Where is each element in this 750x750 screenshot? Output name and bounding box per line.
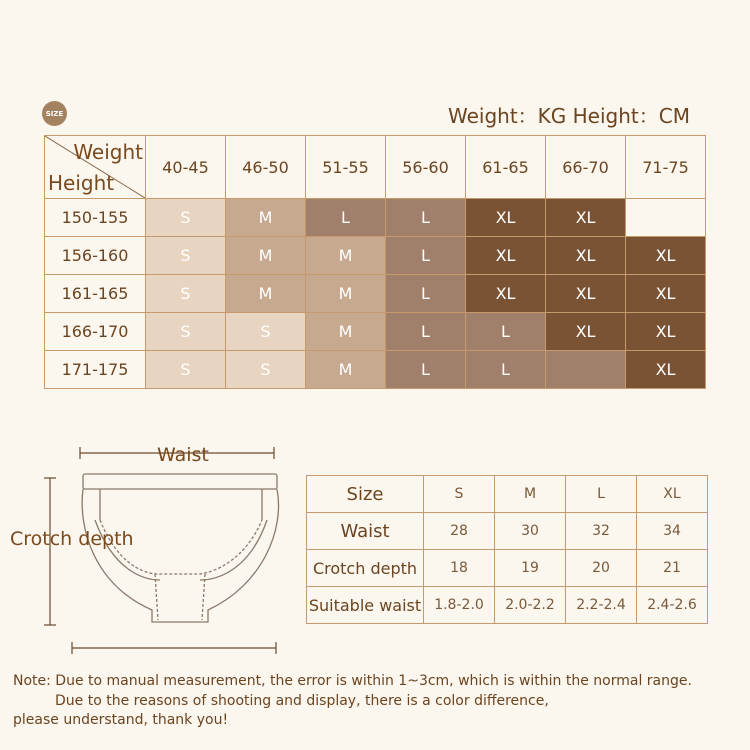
measurement-cell: 18 [424,550,495,587]
size-cell: XL [626,237,706,275]
units-label: Weight：KG Height：CM [448,104,690,128]
size-cell: S [146,351,226,389]
measurement-row [307,550,708,587]
note-line: please understand, thank you! [13,712,229,728]
height-label: 156-160 [45,237,146,275]
size-chart-row [45,351,706,389]
measurement-row [307,513,708,550]
size-cell: XL [626,275,706,313]
measurement-cell: 21 [637,550,708,587]
size-cell: XL [466,237,546,275]
size-cell: S [146,237,226,275]
size-cell: M [306,275,386,313]
weight-header: 61-65 [466,136,546,199]
weight-header: 51-55 [306,136,386,199]
size-cell: XL [466,199,546,237]
size-cell: L [386,313,466,351]
size-cell: XL [546,313,626,351]
height-label: 171-175 [45,351,146,389]
size-cell: XL [626,313,706,351]
measurement-cell: 2.0-2.2 [495,587,566,624]
crotch-measure-line [44,478,56,625]
corner-height-label: Height [48,171,115,195]
size-cell: L [466,313,546,351]
bottom-measure-line [72,642,276,654]
size-badge-icon: SIZE [42,101,67,126]
measurement-row [307,587,708,624]
measurement-cell: 20 [566,550,637,587]
height-label: 150-155 [45,199,146,237]
size-cell: XL [626,351,706,389]
size-cell: L [306,199,386,237]
measurement-cell: 1.8-2.0 [424,587,495,624]
size-cell: S [146,275,226,313]
size-cell: XL [546,237,626,275]
size-cell: M [306,351,386,389]
waist-label: Waist [157,444,209,466]
measurement-cell: 28 [424,513,495,550]
weight-header: 40-45 [146,136,226,199]
measurement-cell: L [566,476,637,513]
size-cell: XL [546,275,626,313]
size-cell: S [226,351,306,389]
size-cell: L [386,275,466,313]
measurement-row-label: Crotch depth [307,550,424,587]
size-cell: M [226,237,306,275]
size-cell-blank [546,351,626,389]
size-cell: S [226,313,306,351]
size-chart-row [45,199,706,237]
measurement-cell: M [495,476,566,513]
weight-header: 56-60 [386,136,466,199]
corner-weight-label: Weight [73,140,143,164]
size-chart-table [44,135,706,389]
size-chart-row [45,313,706,351]
size-cell: M [306,313,386,351]
weight-header: 71-75 [626,136,706,199]
crotch-depth-label: Crotch depth [10,528,134,550]
weight-header: 66-70 [546,136,626,199]
measurement-cell: 2.4-2.6 [637,587,708,624]
height-label: 166-170 [45,313,146,351]
measurement-cell: 2.2-2.4 [566,587,637,624]
measurement-cell: XL [637,476,708,513]
note-line: Note: Due to manual measurement, the error is within 1~3cm, which is within the normal range. [13,673,692,689]
note-line: Due to the reasons of shooting and display, there is a color difference, [55,692,549,709]
size-cell-empty [626,199,706,237]
size-cell: XL [466,275,546,313]
size-cell: S [146,199,226,237]
size-cell: M [306,237,386,275]
measurement-row-label: Suitable waist [307,587,424,624]
measurement-row-label: Waist [307,513,424,550]
size-chart-row [45,275,706,313]
height-label: 161-165 [45,275,146,313]
measurement-cell: 34 [637,513,708,550]
note-text [13,672,692,731]
size-cell: M [226,199,306,237]
measurement-table [306,475,708,624]
size-chart-row [45,237,706,275]
weight-header: 46-50 [226,136,306,199]
size-cell: L [466,351,546,389]
measurement-row [307,476,708,513]
size-chart-corner [45,136,146,199]
size-cell: S [146,313,226,351]
measurement-row-label: Size [307,476,424,513]
size-cell: L [386,351,466,389]
measurement-cell: S [424,476,495,513]
measurement-cell: 32 [566,513,637,550]
size-cell: XL [546,199,626,237]
measurement-cell: 19 [495,550,566,587]
size-cell: L [386,199,466,237]
measurement-cell: 30 [495,513,566,550]
size-cell: L [386,237,466,275]
size-chart-header-row [45,136,706,199]
size-cell: M [226,275,306,313]
